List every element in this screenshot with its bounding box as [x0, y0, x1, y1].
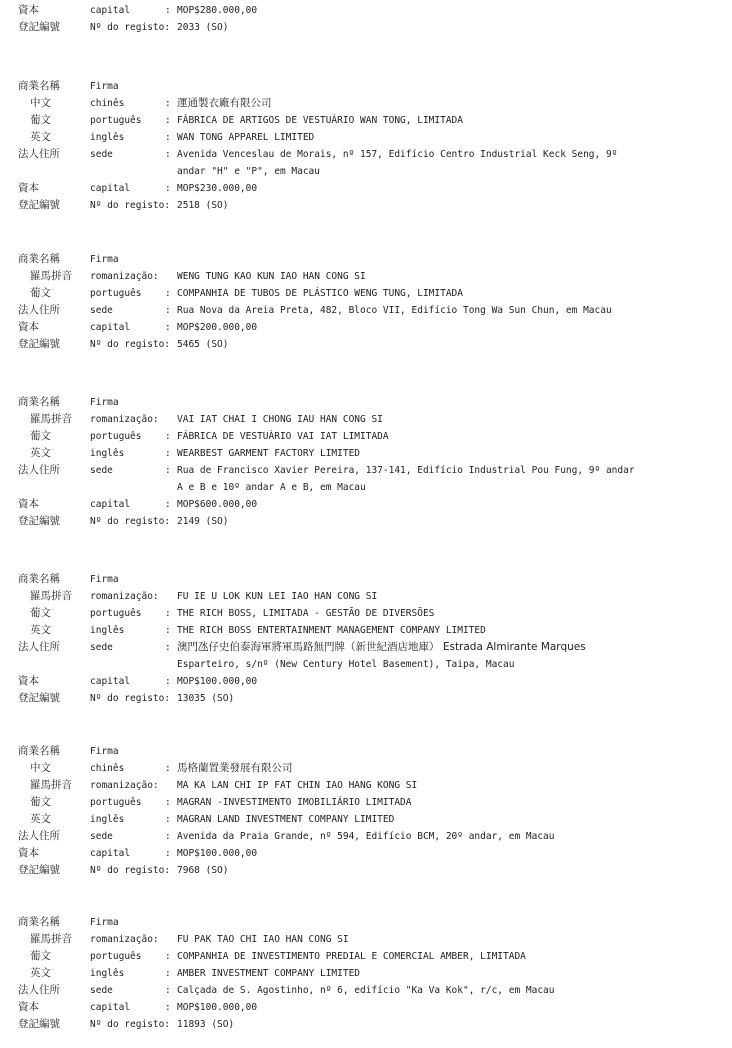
field-value: MAGRAN LAND INVESTMENT COMPANY LIMITED	[177, 814, 395, 825]
field-label-portuguese: Nº do registo:	[90, 22, 171, 33]
field-label-portuguese: inglês	[90, 625, 125, 636]
field-separator: :	[165, 676, 171, 687]
field-value: FU PAK TAO CHI IAO HAN CONG SI	[177, 934, 349, 945]
field-label-portuguese: sede	[90, 465, 113, 476]
field-label-chinese: 英文	[30, 131, 51, 143]
field-separator: :	[165, 625, 171, 636]
field-label-chinese: 法人住所	[18, 984, 60, 996]
field-label-chinese: 商業名稱	[18, 573, 60, 585]
field-label-portuguese: Nº do registo:	[90, 1019, 171, 1030]
field-value: andar "H" e "P", em Macau	[177, 166, 320, 177]
field-separator: :	[165, 985, 171, 996]
field-label-chinese: 法人住所	[18, 641, 60, 653]
field-value: 運通製衣廠有限公司	[177, 97, 272, 109]
field-separator: :	[165, 465, 171, 476]
field-label-portuguese: capital	[90, 1002, 131, 1013]
field-value: 馬格蘭置業發展有限公司	[177, 762, 293, 774]
field-value: COMPANHIA DE INVESTIMENTO PREDIAL E COMERCIAL AMBER, LIMITADA	[177, 951, 526, 962]
field-label-portuguese: Firma	[90, 254, 119, 265]
field-label-portuguese: português	[90, 115, 142, 126]
field-label-chinese: 英文	[30, 813, 51, 825]
field-label-chinese: 葡文	[30, 950, 51, 962]
field-separator: :	[165, 448, 171, 459]
field-value: VAI IAT CHAI I CHONG IAU HAN CONG SI	[177, 414, 383, 425]
field-label-chinese: 葡文	[30, 287, 51, 299]
field-value: WENG TUNG KAO KUN IAO HAN CONG SI	[177, 271, 366, 282]
field-value: 13035 (SO)	[177, 693, 235, 704]
field-value: THE RICH BOSS ENTERTAINMENT MANAGEMENT COMPANY LIMITED	[177, 625, 486, 636]
field-value: MOP$100.000,00	[177, 1002, 258, 1013]
field-label-chinese: 資本	[18, 321, 39, 333]
field-separator: :	[165, 814, 171, 825]
field-separator: :	[165, 608, 171, 619]
field-label-portuguese: Nº do registo:	[90, 200, 171, 211]
field-separator: :	[165, 322, 171, 333]
field-label-portuguese: Nº do registo:	[90, 516, 171, 527]
field-label-portuguese: português	[90, 608, 142, 619]
field-label-portuguese: capital	[90, 322, 131, 333]
field-value: 2149 (SO)	[177, 516, 229, 527]
field-label-portuguese: romanização:	[90, 934, 159, 945]
field-separator: :	[165, 951, 171, 962]
field-label-portuguese: sede	[90, 985, 113, 996]
field-separator: :	[165, 797, 171, 808]
field-label-chinese: 登記編號	[18, 692, 60, 704]
field-label-portuguese: capital	[90, 848, 131, 859]
field-label-chinese: 葡文	[30, 607, 51, 619]
field-label-chinese: 英文	[30, 624, 51, 636]
field-separator: :	[165, 5, 171, 16]
field-separator: :	[165, 431, 171, 442]
field-separator: :	[165, 183, 171, 194]
field-label-chinese: 登記編號	[18, 199, 60, 211]
field-label-chinese: 商業名稱	[18, 916, 60, 928]
field-separator: :	[165, 132, 171, 143]
field-value: COMPANHIA DE TUBOS DE PLÁSTICO WENG TUNG, LIMITADA	[177, 288, 463, 299]
field-separator: :	[165, 499, 171, 510]
field-label-portuguese: romanização:	[90, 271, 159, 282]
field-label-portuguese: romanização:	[90, 780, 159, 791]
field-label-chinese: 中文	[30, 762, 51, 774]
field-label-portuguese: Firma	[90, 574, 119, 585]
field-label-portuguese: capital	[90, 499, 131, 510]
field-label-chinese: 葡文	[30, 430, 51, 442]
field-label-chinese: 資本	[18, 675, 39, 687]
field-value: MA KA LAN CHI IP FAT CHIN IAO HANG KONG SI	[177, 780, 418, 791]
field-label-chinese: 法人住所	[18, 148, 60, 160]
field-value: Avenida da Praia Grande, nº 594, Edifício BCM, 20º andar, em Macau	[177, 831, 555, 842]
field-separator: :	[165, 115, 171, 126]
field-label-chinese: 商業名稱	[18, 745, 60, 757]
field-value: WAN TONG APPAREL LIMITED	[177, 132, 315, 143]
field-label-chinese: 登記編號	[18, 1018, 60, 1030]
field-label-chinese: 羅馬拼音	[30, 779, 72, 791]
field-label-portuguese: português	[90, 951, 142, 962]
field-label-chinese: 法人住所	[18, 464, 60, 476]
field-label-portuguese: sede	[90, 149, 113, 160]
field-label-portuguese: Firma	[90, 917, 119, 928]
field-label-chinese: 羅馬拼音	[30, 590, 72, 602]
field-label-chinese: 法人住所	[18, 830, 60, 842]
field-label-chinese: 登記編號	[18, 338, 60, 350]
field-separator: :	[165, 831, 171, 842]
field-label-portuguese: capital	[90, 5, 131, 16]
field-label-chinese: 英文	[30, 967, 51, 979]
field-value: MOP$100.000,00	[177, 848, 258, 859]
field-separator: :	[165, 98, 171, 109]
field-label-portuguese: inglês	[90, 448, 125, 459]
field-label-chinese: 資本	[18, 4, 39, 16]
field-value: 7968 (SO)	[177, 865, 229, 876]
field-label-chinese: 法人住所	[18, 304, 60, 316]
field-separator: :	[165, 149, 171, 160]
field-label-chinese: 英文	[30, 447, 51, 459]
field-value: Calçada de S. Agostinho, nº 6, edifício "Ka Va Kok", r/c, em Macau	[177, 985, 555, 996]
field-label-chinese: 葡文	[30, 796, 51, 808]
field-value: Avenida Venceslau de Morais, nº 157, Edifício Centro Industrial Keck Seng, 9º	[177, 149, 618, 160]
field-value: WEARBEST GARMENT FACTORY LIMITED	[177, 448, 361, 459]
field-label-chinese: 登記編號	[18, 864, 60, 876]
field-label-chinese: 資本	[18, 847, 39, 859]
field-value: FÁBRICA DE ARTIGOS DE VESTUÁRIO WAN TONG, LIMITADA	[177, 115, 463, 126]
field-label-portuguese: português	[90, 431, 142, 442]
field-label-chinese: 葡文	[30, 114, 51, 126]
field-label-portuguese: inglês	[90, 968, 125, 979]
field-value: Rua de Francisco Xavier Pereira, 137-141, Edifício Industrial Pou Fung, 9º andar	[177, 465, 635, 476]
field-label-portuguese: Firma	[90, 746, 119, 757]
field-separator: :	[165, 763, 171, 774]
field-separator: :	[165, 848, 171, 859]
field-label-chinese: 中文	[30, 97, 51, 109]
field-label-portuguese: inglês	[90, 814, 125, 825]
field-value: Esparteiro, s/nº (New Century Hotel Basement), Taipa, Macau	[177, 659, 515, 670]
field-value: A e B e 10º andar A e B, em Macau	[177, 482, 366, 493]
field-label-chinese: 商業名稱	[18, 396, 60, 408]
field-label-chinese: 羅馬拼音	[30, 933, 72, 945]
field-separator: :	[165, 642, 171, 653]
field-label-portuguese: Nº do registo:	[90, 693, 171, 704]
field-label-portuguese: capital	[90, 676, 131, 687]
field-value: 5465 (SO)	[177, 339, 229, 350]
field-value: 11893 (SO)	[177, 1019, 235, 1030]
field-value: THE RICH BOSS, LIMITADA - GESTÃO DE DIVERSÕES	[177, 608, 435, 619]
field-value: FU IE U LOK KUN LEI IAO HAN CONG SI	[177, 591, 378, 602]
field-label-chinese: 商業名稱	[18, 80, 60, 92]
field-label-portuguese: chinês	[90, 763, 125, 774]
field-value: MOP$100.000,00	[177, 676, 258, 687]
field-label-portuguese: Nº do registo:	[90, 339, 171, 350]
field-value: Rua Nova da Areia Preta, 482, Bloco VII, Edifício Tong Wa Sun Chun, em Macau	[177, 305, 612, 316]
field-label-chinese: 商業名稱	[18, 253, 60, 265]
field-label-portuguese: sede	[90, 642, 113, 653]
field-separator: :	[165, 968, 171, 979]
field-label-portuguese: português	[90, 288, 142, 299]
field-label-portuguese: Firma	[90, 397, 119, 408]
field-label-chinese: 登記編號	[18, 515, 60, 527]
field-value: MOP$600.000,00	[177, 499, 258, 510]
field-value: MOP$230.000,00	[177, 183, 258, 194]
field-label-chinese: 資本	[18, 182, 39, 194]
field-label-chinese: 羅馬拼音	[30, 413, 72, 425]
field-value: FÁBRICA DE VESTUÁRIO VAI IAT LIMITADA	[177, 431, 389, 442]
field-label-portuguese: chinês	[90, 98, 125, 109]
field-label-portuguese: romanização:	[90, 591, 159, 602]
field-label-portuguese: sede	[90, 831, 113, 842]
field-value: AMBER INVESTMENT COMPANY LIMITED	[177, 968, 361, 979]
field-label-portuguese: Nº do registo:	[90, 865, 171, 876]
field-label-chinese: 資本	[18, 498, 39, 510]
field-value: 澳門氹仔史伯泰海軍將軍馬路無門牌（新世紀酒店地庫） Estrada Almirante Marques	[177, 641, 586, 653]
field-label-portuguese: capital	[90, 183, 131, 194]
field-separator: :	[165, 1002, 171, 1013]
field-label-portuguese: Firma	[90, 81, 119, 92]
field-value: MOP$200.000,00	[177, 322, 258, 333]
field-label-chinese: 資本	[18, 1001, 39, 1013]
field-label-portuguese: romanização:	[90, 414, 159, 425]
field-separator: :	[165, 305, 171, 316]
field-label-portuguese: inglês	[90, 132, 125, 143]
field-value: 2518 (SO)	[177, 200, 229, 211]
field-separator: :	[165, 288, 171, 299]
field-label-chinese: 登記編號	[18, 21, 60, 33]
field-value: 2033 (SO)	[177, 22, 229, 33]
field-value: MOP$280.000,00	[177, 5, 258, 16]
field-value: MAGRAN -INVESTIMENTO IMOBILIÁRIO LIMITADA	[177, 797, 412, 808]
field-label-portuguese: sede	[90, 305, 113, 316]
field-label-chinese: 羅馬拼音	[30, 270, 72, 282]
field-label-portuguese: português	[90, 797, 142, 808]
